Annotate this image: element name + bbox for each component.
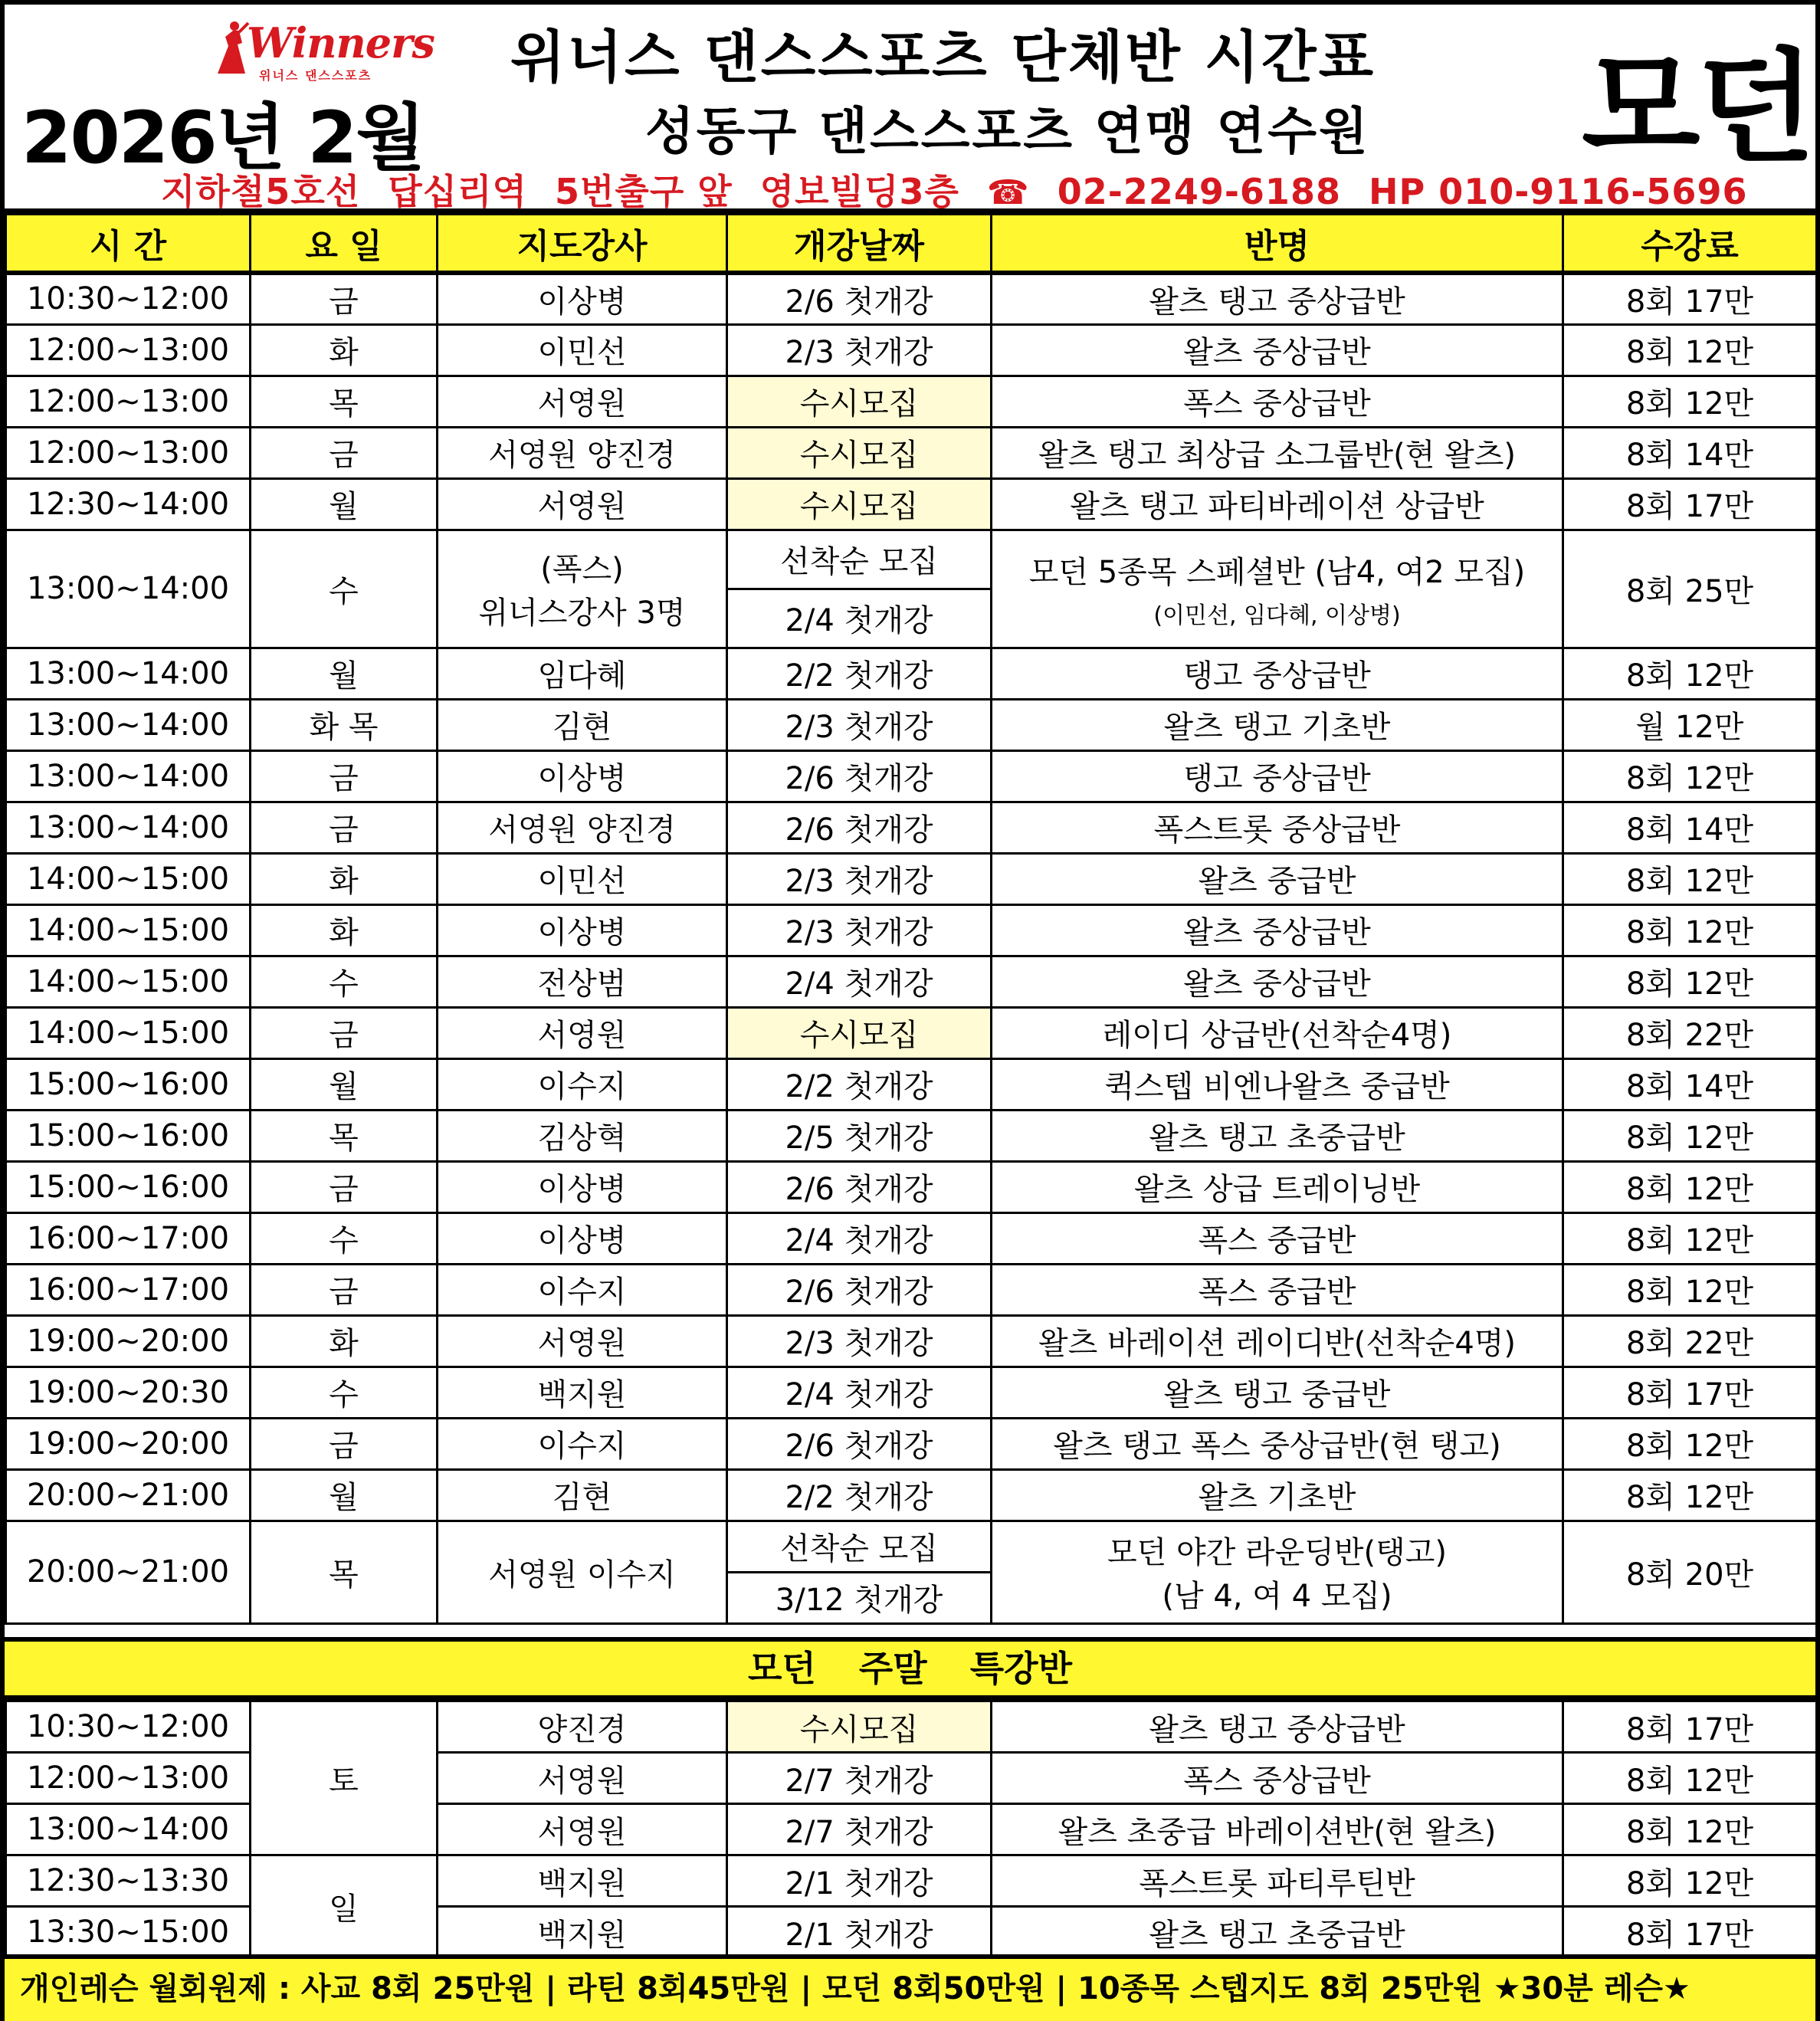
teacher-line: 위너스강사 3명 <box>478 595 686 631</box>
time-cell: 14:00~15:00 <box>6 853 251 904</box>
table-row <box>6 648 1817 699</box>
fee-cell: 8회 17만 <box>1563 1366 1817 1418</box>
day-cell: 월 <box>251 1058 438 1110</box>
class-line: 모던 5종목 스페셜반 (남4, 여2 모집) <box>1028 554 1526 590</box>
teacher-cell: 이상병 <box>438 750 727 802</box>
start-date-cell: 2/6 첫개강 <box>727 1418 992 1469</box>
fee-cell: 월 12만 <box>1563 699 1817 750</box>
class-name-cell: 폭스트롯 중상급반 <box>992 802 1563 853</box>
table-row <box>6 1264 1817 1315</box>
day-cell: 목 <box>251 376 438 427</box>
fee-cell: 8회 17만 <box>1563 478 1817 530</box>
teacher-cell: 서영원 양진경 <box>438 802 727 853</box>
fee-cell: 8회 12만 <box>1563 956 1817 1007</box>
teacher-cell: 백지원 <box>438 1907 727 1958</box>
class-name-cell: 왈츠 탱고 중상급반 <box>992 273 1563 324</box>
start-date-cell: 2/7 첫개강 <box>727 1804 992 1855</box>
fee-cell: 8회 12만 <box>1563 648 1817 699</box>
time-cell: 12:30~14:00 <box>6 478 251 530</box>
dancer-icon <box>212 20 251 78</box>
day-cell: 금 <box>251 750 438 802</box>
start-date-cell: 2/5 첫개강 <box>727 1110 992 1161</box>
class-name-cell: 왈츠 바레이션 레이디반(선착순4명) <box>992 1315 1563 1366</box>
table-row <box>6 376 1817 427</box>
time-cell: 16:00~17:00 <box>6 1212 251 1264</box>
table-row <box>6 478 1817 530</box>
class-name-cell: 왈츠 탱고 초중급반 <box>992 1907 1563 1958</box>
address-subway: 지하철5호선 <box>161 171 361 212</box>
table-row <box>6 427 1817 478</box>
start-date-cell: 2/4 첫개강 <box>727 1366 992 1418</box>
class-note: (이민선, 임다혜, 이상병) <box>1153 602 1401 629</box>
fee-cell: 8회 12만 <box>1563 1469 1817 1521</box>
time-cell: 12:30~13:30 <box>6 1855 251 1907</box>
teacher-cell: 이상병 <box>438 1161 727 1212</box>
start-date-cell: 2/4 첫개강 <box>727 589 992 648</box>
column-header-day: 요 일 <box>251 215 438 274</box>
time-cell: 16:00~17:00 <box>6 1264 251 1315</box>
table-row <box>6 530 1817 589</box>
fee-cell: 8회 12만 <box>1563 1804 1817 1855</box>
start-date-cell: 2/2 첫개강 <box>727 1469 992 1521</box>
start-date-cell: 2/6 첫개강 <box>727 273 992 324</box>
table-row <box>6 1855 1817 1907</box>
class-name-cell: 폭스 중급반 <box>992 1212 1563 1264</box>
class-name-cell: 왈츠 탱고 중상급반 <box>992 1701 1563 1753</box>
start-date-cell: 수시모집 <box>727 427 992 478</box>
fee-cell: 8회 12만 <box>1563 1418 1817 1469</box>
weekend-banner: 모던 주말 특강반 <box>5 1637 1815 1700</box>
class-name-cell <box>992 530 1563 648</box>
day-cell: 화 <box>251 853 438 904</box>
class-name-cell: 폭스 중상급반 <box>992 1753 1563 1804</box>
time-cell: 14:00~15:00 <box>6 956 251 1007</box>
teacher-cell: 이상병 <box>438 904 727 956</box>
time-cell: 10:30~12:00 <box>6 273 251 324</box>
table-row <box>6 1521 1817 1572</box>
teacher-cell: 임다혜 <box>438 648 727 699</box>
fee-cell: 8회 20만 <box>1563 1521 1817 1623</box>
phone-icon: ☎ <box>986 173 1030 212</box>
time-cell: 19:00~20:00 <box>6 1418 251 1469</box>
address-line <box>161 164 1747 215</box>
class-name-cell: 왈츠 탱고 폭스 중상급반(현 탱고) <box>992 1418 1563 1469</box>
time-cell: 20:00~21:00 <box>6 1521 251 1623</box>
class-name-cell: 왈츠 상급 트레이닝반 <box>992 1161 1563 1212</box>
table-row <box>6 1315 1817 1366</box>
time-cell: 19:00~20:00 <box>6 1315 251 1366</box>
class-name-cell: 폭스트롯 파티루틴반 <box>992 1855 1563 1907</box>
genre-title: 모던 <box>1582 36 1813 179</box>
table-row <box>6 1007 1817 1058</box>
day-cell: 월 <box>251 1469 438 1521</box>
start-date-cell: 2/6 첫개강 <box>727 750 992 802</box>
day-cell: 금 <box>251 1007 438 1058</box>
start-date-cell: 수시모집 <box>727 1701 992 1753</box>
teacher-cell: 이수지 <box>438 1058 727 1110</box>
fee-cell: 8회 12만 <box>1563 1264 1817 1315</box>
start-date-cell: 3/12 첫개강 <box>727 1572 992 1623</box>
table-row <box>6 273 1817 324</box>
header <box>5 5 1815 213</box>
class-name-cell <box>992 1521 1563 1623</box>
start-date-cell: 수시모집 <box>727 1007 992 1058</box>
start-date-cell: 2/1 첫개강 <box>727 1907 992 1958</box>
time-cell: 15:00~16:00 <box>6 1161 251 1212</box>
time-cell: 14:00~15:00 <box>6 1007 251 1058</box>
day-cell: 금 <box>251 1264 438 1315</box>
day-cell: 금 <box>251 273 438 324</box>
teacher-cell: 서영원 <box>438 1315 727 1366</box>
time-cell: 13:30~15:00 <box>6 1907 251 1958</box>
class-name-cell: 왈츠 기초반 <box>992 1469 1563 1521</box>
sub-title: 성동구 댄스스포츠 연맹 연수원 <box>645 102 1370 161</box>
fee-cell: 8회 12만 <box>1563 1753 1817 1804</box>
time-cell: 19:00~20:30 <box>6 1366 251 1418</box>
fee-cell: 8회 12만 <box>1563 750 1817 802</box>
class-name-cell: 레이디 상급반(선착순4명) <box>992 1007 1563 1058</box>
weekend-body <box>6 1701 1817 1958</box>
day-cell: 토 <box>251 1701 438 1855</box>
main-title: 위너스 댄스스포츠 단체반 시간표 <box>510 25 1376 90</box>
start-date-cell: 선착순 모집 <box>727 530 992 589</box>
fee-cell: 8회 12만 <box>1563 1161 1817 1212</box>
logo-subtext: 위너스 댄스스포츠 <box>259 68 372 83</box>
teacher-cell: 서영원 <box>438 478 727 530</box>
table-row <box>6 1212 1817 1264</box>
mobile-number: HP 010-9116-5696 <box>1368 171 1748 212</box>
logo-text: Winners <box>247 18 435 67</box>
start-date-cell: 2/3 첫개강 <box>727 699 992 750</box>
day-cell: 금 <box>251 427 438 478</box>
table-header-row <box>6 215 1817 274</box>
class-name-cell: 왈츠 탱고 최상급 소그룹반(현 왈츠) <box>992 427 1563 478</box>
start-date-cell: 선착순 모집 <box>727 1521 992 1572</box>
fee-cell: 8회 12만 <box>1563 324 1817 376</box>
time-cell: 13:00~14:00 <box>6 802 251 853</box>
fee-cell: 8회 22만 <box>1563 1007 1817 1058</box>
start-date-cell: 2/7 첫개강 <box>727 1753 992 1804</box>
fee-cell: 8회 17만 <box>1563 1701 1817 1753</box>
day-cell: 금 <box>251 1418 438 1469</box>
schedule-body <box>6 273 1817 1623</box>
time-cell: 13:00~14:00 <box>6 648 251 699</box>
start-date-cell: 2/4 첫개강 <box>727 1212 992 1264</box>
fee-cell: 8회 12만 <box>1563 1212 1817 1264</box>
fee-cell: 8회 14만 <box>1563 802 1817 853</box>
table-row <box>6 1701 1817 1753</box>
teacher-cell: 백지원 <box>438 1855 727 1907</box>
address-exit: 5번출구 앞 <box>554 171 733 212</box>
class-name-cell: 왈츠 탱고 기초반 <box>992 699 1563 750</box>
column-header-teacher: 지도강사 <box>438 215 727 274</box>
start-date-cell: 수시모집 <box>727 376 992 427</box>
time-cell: 10:30~12:00 <box>6 1701 251 1753</box>
day-cell: 일 <box>251 1855 438 1958</box>
teacher-cell: 서영원 <box>438 1753 727 1804</box>
teacher-cell: 서영원 이수지 <box>438 1521 727 1623</box>
fee-cell: 8회 22만 <box>1563 1315 1817 1366</box>
time-cell: 14:00~15:00 <box>6 904 251 956</box>
start-date-cell: 2/3 첫개강 <box>727 1315 992 1366</box>
fee-cell: 8회 17만 <box>1563 273 1817 324</box>
fee-cell: 8회 14만 <box>1563 1058 1817 1110</box>
teacher-cell: 서영원 <box>438 1007 727 1058</box>
column-header-time: 시 간 <box>6 215 251 274</box>
day-cell: 화 <box>251 1315 438 1366</box>
day-cell: 금 <box>251 802 438 853</box>
time-cell: 13:00~14:00 <box>6 530 251 648</box>
time-cell: 15:00~16:00 <box>6 1110 251 1161</box>
table-row <box>6 324 1817 376</box>
class-name-cell: 왈츠 초중급 바레이션반(현 왈츠) <box>992 1804 1563 1855</box>
table-row <box>6 699 1817 750</box>
day-cell: 목 <box>251 1110 438 1161</box>
class-name-cell: 왈츠 중상급반 <box>992 956 1563 1007</box>
winners-logo <box>212 18 435 83</box>
column-header-fee: 수강료 <box>1563 215 1817 274</box>
teacher-cell: 이상병 <box>438 1212 727 1264</box>
table-row <box>6 904 1817 956</box>
table-row <box>6 1418 1817 1469</box>
class-name-cell: 탱고 중상급반 <box>992 648 1563 699</box>
teacher-cell: 김상혁 <box>438 1110 727 1161</box>
start-date-cell: 2/6 첫개강 <box>727 802 992 853</box>
start-date-cell: 수시모집 <box>727 478 992 530</box>
class-name-cell: 왈츠 탱고 파티바레이션 상급반 <box>992 478 1563 530</box>
column-header-class: 반명 <box>992 215 1563 274</box>
teacher-line: (폭스) <box>540 552 624 587</box>
class-name-cell: 왈츠 중급반 <box>992 853 1563 904</box>
table-row <box>6 1161 1817 1212</box>
day-cell: 월 <box>251 648 438 699</box>
start-date-cell: 2/3 첫개강 <box>727 324 992 376</box>
start-date-cell: 2/6 첫개강 <box>727 1264 992 1315</box>
day-cell: 화 <box>251 324 438 376</box>
class-name-cell: 왈츠 탱고 중급반 <box>992 1366 1563 1418</box>
teacher-cell: 김현 <box>438 1469 727 1521</box>
fee-cell: 8회 17만 <box>1563 1907 1817 1958</box>
class-name-cell: 왈츠 탱고 초중급반 <box>992 1110 1563 1161</box>
class-name-cell: 폭스 중상급반 <box>992 376 1563 427</box>
day-cell: 월 <box>251 478 438 530</box>
class-line: (남 4, 여 4 모집) <box>1162 1579 1392 1614</box>
day-cell: 화 목 <box>251 699 438 750</box>
start-date-cell: 2/4 첫개강 <box>727 956 992 1007</box>
table-row <box>6 1366 1817 1418</box>
time-cell: 12:00~13:00 <box>6 1753 251 1804</box>
teacher-cell: 이민선 <box>438 853 727 904</box>
fee-cell: 8회 12만 <box>1563 1110 1817 1161</box>
time-cell: 12:00~13:00 <box>6 427 251 478</box>
teacher-cell <box>438 530 727 648</box>
address-station: 답십리역 <box>388 171 527 212</box>
time-cell: 13:00~14:00 <box>6 1804 251 1855</box>
date-title: 2026년 2월 <box>21 97 425 180</box>
class-name-cell: 탱고 중상급반 <box>992 750 1563 802</box>
table-row <box>6 956 1817 1007</box>
weekend-table <box>5 1700 1818 1959</box>
day-cell: 수 <box>251 1366 438 1418</box>
teacher-cell: 서영원 <box>438 376 727 427</box>
class-name-cell: 폭스 중급반 <box>992 1264 1563 1315</box>
time-cell: 12:00~13:00 <box>6 376 251 427</box>
table-row <box>6 1469 1817 1521</box>
start-date-cell: 2/2 첫개강 <box>727 1058 992 1110</box>
day-cell: 수 <box>251 1212 438 1264</box>
footer-private-lessons: 개인레슨 월회원제 : 사교 8회 25만원 | 라틴 8회45만원 | 모던 8회50만원 | 10종목 스텝지도 8회 25만원 ★30분 레슨★ <box>5 1954 1815 2021</box>
fee-cell: 8회 14만 <box>1563 427 1817 478</box>
time-cell: 12:00~13:00 <box>6 324 251 376</box>
time-cell: 15:00~16:00 <box>6 1058 251 1110</box>
table-row <box>6 1058 1817 1110</box>
address-building: 영보빌딩3층 <box>759 171 959 212</box>
start-date-cell: 2/3 첫개강 <box>727 904 992 956</box>
teacher-cell: 이상병 <box>438 273 727 324</box>
teacher-cell: 서영원 양진경 <box>438 427 727 478</box>
time-cell: 20:00~21:00 <box>6 1469 251 1521</box>
time-cell: 13:00~14:00 <box>6 750 251 802</box>
time-cell: 13:00~14:00 <box>6 699 251 750</box>
schedule-table <box>5 213 1818 1625</box>
start-date-cell: 2/6 첫개강 <box>727 1161 992 1212</box>
class-name-cell: 왈츠 중상급반 <box>992 904 1563 956</box>
fee-cell: 8회 25만 <box>1563 530 1817 648</box>
fee-cell: 8회 12만 <box>1563 904 1817 956</box>
day-cell: 금 <box>251 1161 438 1212</box>
class-line: 모던 야간 라운딩반(탱고) <box>1107 1535 1448 1570</box>
table-row <box>6 853 1817 904</box>
start-date-cell: 2/3 첫개강 <box>727 853 992 904</box>
class-name-cell: 왈츠 중상급반 <box>992 324 1563 376</box>
day-cell: 화 <box>251 904 438 956</box>
teacher-cell: 이수지 <box>438 1418 727 1469</box>
teacher-cell: 전상범 <box>438 956 727 1007</box>
column-header-start: 개강날짜 <box>727 215 992 274</box>
teacher-cell: 백지원 <box>438 1366 727 1418</box>
teacher-cell: 서영원 <box>438 1804 727 1855</box>
phone-number: 02-2249-6188 <box>1057 171 1341 212</box>
table-row <box>6 750 1817 802</box>
fee-cell: 8회 12만 <box>1563 853 1817 904</box>
teacher-cell: 김현 <box>438 699 727 750</box>
day-cell: 수 <box>251 530 438 648</box>
teacher-cell: 이수지 <box>438 1264 727 1315</box>
table-row <box>6 802 1817 853</box>
fee-cell: 8회 12만 <box>1563 376 1817 427</box>
fee-cell: 8회 12만 <box>1563 1855 1817 1907</box>
start-date-cell: 2/2 첫개강 <box>727 648 992 699</box>
start-date-cell: 2/1 첫개강 <box>727 1855 992 1907</box>
table-row <box>6 1110 1817 1161</box>
class-name-cell: 퀵스텝 비엔나왈츠 중급반 <box>992 1058 1563 1110</box>
day-cell: 수 <box>251 956 438 1007</box>
day-cell: 목 <box>251 1521 438 1623</box>
teacher-cell: 양진경 <box>438 1701 727 1753</box>
teacher-cell: 이민선 <box>438 324 727 376</box>
